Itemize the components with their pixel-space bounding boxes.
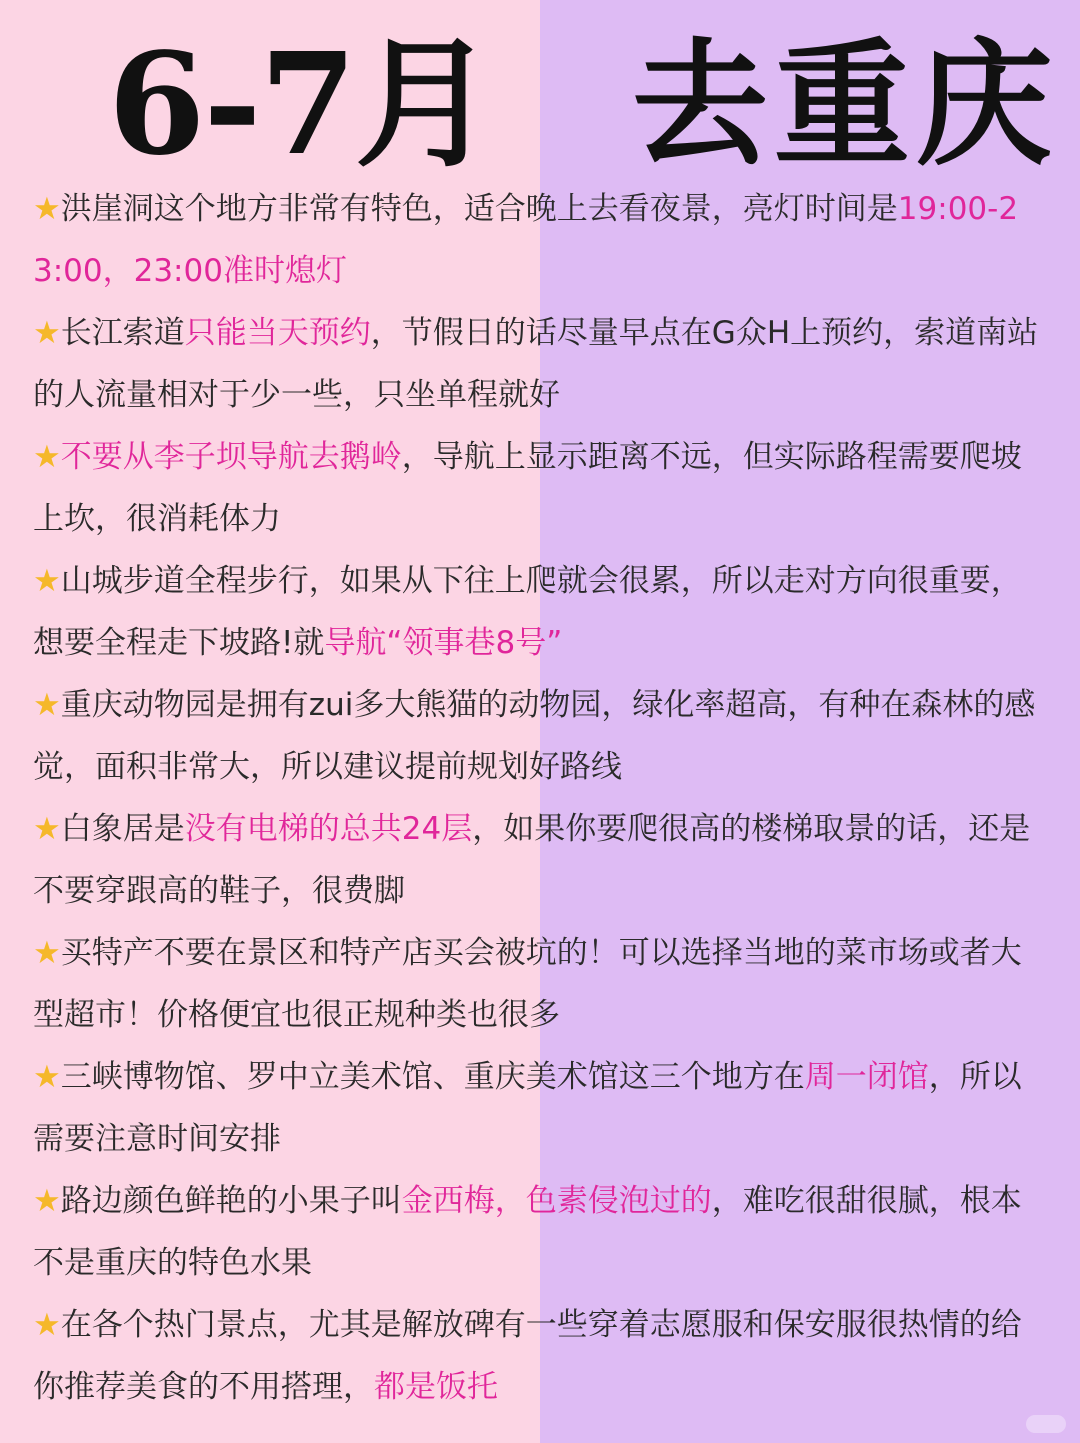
- tip-highlight: 导航“领事巷8号”: [324, 625, 563, 661]
- tip-text: 买特产不要在景区和特产店买会被坑的！可以选择当地的菜市场或者大型超市！价格便宜也很正规种类也很多: [33, 935, 1022, 1033]
- tip-text: ，导航上显示距离不远，但实际路程需要爬坡上坎，很消耗体力: [33, 439, 1022, 537]
- tip-text: 在各个热门景点，尤其是解放碑有一些穿着志愿服和保安服很热情的给你推荐美食的不用搭理，: [33, 1307, 1022, 1405]
- star-icon: ★: [33, 563, 61, 599]
- tip-text: 路边颜色鲜艳的小果子叫: [60, 1183, 402, 1219]
- tip-cableway: [33, 302, 1043, 426]
- tip-baixiangju: [33, 798, 1043, 922]
- tip-specialties: [33, 922, 1043, 1046]
- tip-museums: [33, 1046, 1043, 1170]
- star-icon: ★: [33, 191, 61, 227]
- star-icon: ★: [33, 439, 61, 475]
- tip-text: ，难吃很甜很腻，根本不是重庆的特色水果: [33, 1183, 1022, 1281]
- tip-text: 三峡博物馆、罗中立美术馆、重庆美术馆这三个地方在: [60, 1059, 805, 1095]
- tip-zoo: [33, 674, 1043, 798]
- star-icon: ★: [33, 1183, 61, 1219]
- tip-text: 长江索道: [60, 315, 185, 351]
- tip-highlight: 不要从李子坝导航去鹅岭: [60, 439, 402, 475]
- star-icon: ★: [33, 687, 61, 723]
- tip-text: 重庆动物园是拥有zui多大熊猫的动物园，绿化率超高，有种在森林的感觉，面积非常大，所以建议提前规划好路线: [33, 687, 1036, 785]
- star-icon: ★: [33, 811, 61, 847]
- tip-text: 白象居是: [60, 811, 185, 847]
- star-icon: ★: [33, 1059, 61, 1095]
- watermark-badge: [1026, 1415, 1066, 1433]
- tips-list: [33, 178, 1043, 1418]
- tip-text: 洪崖洞这个地方非常有特色，适合晚上去看夜景，亮灯时间是: [60, 191, 898, 227]
- star-icon: ★: [33, 935, 61, 971]
- title-dates: 6-7月: [108, 23, 493, 187]
- star-icon: ★: [33, 315, 61, 351]
- tip-highlight: 都是饭托: [374, 1369, 498, 1405]
- tip-highlight: 金西梅，色素侵泡过的: [401, 1183, 712, 1219]
- tip-text: ，所以需要注意时间安排: [33, 1059, 1022, 1157]
- star-icon: ★: [33, 1307, 61, 1343]
- tip-mountain-trail: [33, 550, 1043, 674]
- tip-highlight: 周一闭馆: [804, 1059, 929, 1095]
- tip-food-touts: [33, 1294, 1043, 1418]
- tip-fruit: [33, 1170, 1043, 1294]
- tip-text: ，如果你要爬很高的楼梯取景的话，还是不要穿跟高的鞋子，很费脚: [33, 811, 1031, 909]
- tip-highlight: 19:00-23:00，23:00准时熄灯: [33, 191, 1019, 289]
- tip-liziba: [33, 426, 1043, 550]
- tip-text: ，节假日的话尽量早点在G众H上预约，索道南站的人流量相对于少一些，只坐单程就好: [33, 315, 1039, 413]
- tip-highlight: 只能当天预约: [184, 315, 371, 351]
- tip-highlight: 没有电梯的总共24层: [184, 811, 473, 847]
- tip-hongyadong: [33, 178, 1043, 302]
- title-destination: 去重庆: [632, 25, 1058, 185]
- tip-text: 山城步道全程步行，如果从下往上爬就会很累，所以走对方向很重要，想要全程走下坡路!就: [33, 563, 1022, 661]
